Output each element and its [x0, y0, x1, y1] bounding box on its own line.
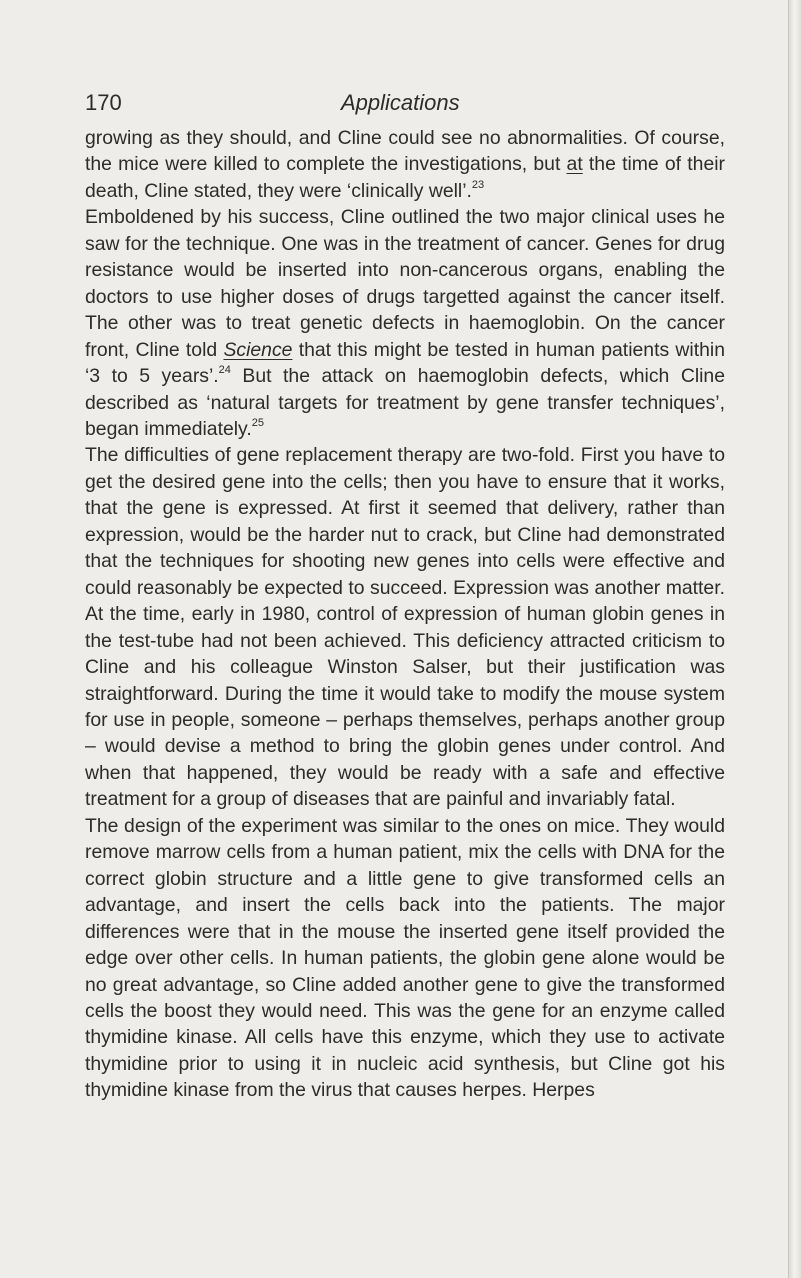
text-run: Emboldened by his success, Cline outlined the two major clinical uses he saw for the technique. One was in the treatment of cancer. Genes for drug resistance would be inserted into non-cancerous organs, enabling the doctors to use higher doses of drugs targetted against the cancer itself. The other was to treat genetic defects in haemoglobin. On the cancer front, Cline told — [85, 206, 725, 361]
running-head: Applications — [341, 90, 460, 115]
page-edge — [788, 0, 801, 1278]
footnote-ref-25: 25 — [251, 416, 264, 429]
journal-title: Science — [223, 338, 293, 361]
paragraph-3 — [85, 442, 725, 812]
text-run: the time of their death, Cline stated, they were ‘clinically well’. — [85, 153, 725, 202]
paragraph-2 — [85, 204, 725, 442]
body-text — [85, 125, 725, 1104]
footnote-ref-23: 23 — [471, 178, 485, 191]
paragraph-4 — [85, 813, 725, 1104]
page-header — [85, 90, 725, 120]
page-number: 170 — [85, 90, 122, 115]
paragraph-1 — [85, 125, 725, 204]
text-run: growing as they should, and Cline could see no abnormalities. Of course, the mice were killed to complete the investigations, but — [85, 127, 725, 176]
text-run: The difficulties of gene replacement therapy are two-fold. First you have to get the desired gene into the cells; then you have to ensure that it works, that the gene is expressed. At first it seemed that delivery, rather than expression, would be the harder nut to crack, but Cline had demonstrated that the techniques for shooting new genes into cells were effective and could reasonably be expected to succeed. Expression was another matter. At the time, early in 1980, control of expression of human globin genes in the test-tube had not been achieved. This deficiency attracted criticism to Cline and his colleague Winston Salser, but their justification was straightforward. During the time it would take to modify the mouse system for use in people, someone – perhaps themselves, perhaps another group – would devise a method to bring the globin genes under control. And when that happened, they would be ready with a safe and effective treatment for a group of diseases that are painful and invariably fatal. — [85, 444, 725, 811]
text-run: But the attack on haemoglobin defects, which Cline described as ‘natural targets for treatment by gene transfer techniques’, began immediately. — [85, 365, 726, 440]
text-run: that this might be tested in human patients within ‘3 to 5 years’. — [85, 338, 725, 388]
underlined-word: at — [566, 153, 583, 176]
text-run: The design of the experiment was similar to the ones on mice. They would remove marrow cells from a human patient, mix the cells with DNA for the correct globin structure and a little gene to give transformed cells an advantage, and insert the cells back into the patients. The major differences were that in the mouse the inserted gene itself provided the edge over other cells. In human patients, the globin gene alone would be no great advantage, so Cline added another gene to give the transformed cells the boost they would need. This was the gene for an enzyme called thymidine kinase. All cells have this enzyme, which they use to activate thymidine prior to using it in nucleic acid synthesis, but Cline got his thymidine kinase from the virus that causes herpes. Herpes — [85, 814, 725, 1102]
footnote-ref-24: 24 — [218, 364, 231, 377]
